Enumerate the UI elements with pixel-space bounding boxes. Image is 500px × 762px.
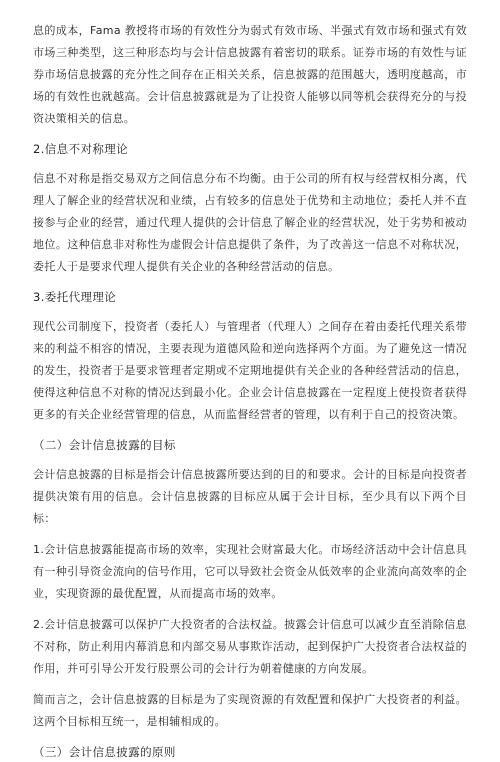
paragraph-goal-summary: 简而言之，会计信息披露的目标是为了实现资源的有效配置和保护广大投资者的利益。这两个目标相互统一，是相辅相成的。	[33, 693, 467, 728]
paragraph-goal-intro: 会计信息披露的目标是指会计信息披露所要达到的目的和要求。会计的目标是向投资者提供决策有用的信息。会计信息披露的目标应从属于会计目标，至少具有以下两个目标：	[33, 468, 467, 525]
heading-principal-agent: 3.委托代理理论	[33, 290, 117, 304]
heading-disclosure-goal: （二）会计信息披露的目标	[33, 438, 176, 452]
paragraph-market-efficiency: 息的成本，Fama 教授将市场的有效性分为弱式有效市场、半强式有效市场和强式有效市场三种类型，这三种形态均与会计信息披露有着密切的联系。证券市场的有效性与证券市场信息披露的充分性之间存在正相关关系，信息披露的范围越大，透明度越高，市场的有效性也就越高。会计信息披露就是为了让投资人能够以同等机会获得充分的与投资决策相关的信息。	[33, 24, 467, 125]
heading-disclosure-principle: （三）会计信息披露的原则	[33, 745, 176, 759]
heading-information-asymmetry: 2.信息不对称理论	[33, 142, 129, 156]
paragraph-goal-2: 2.会计信息披露可以保护广大投资者的合法权益。披露会计信息可以减少直至消除信息不对称，防止利用内幕消息和内部交易从事欺诈活动，起到保护广大投资者合法权益的作用，并可引导公开发行股票公司的会计行为朝着健康的方向发展。	[33, 618, 467, 675]
paragraph-principal-agent: 现代公司制度下，投资者（委托人）与管理者（代理人）之间存在着由委托代理关系带来的利益不相容的情况，主要表现为道德风险和逆向选择两个方面。为了避免这一情况的发生，投资者于是要求管理者定期或不定期地提供有关企业的各种经营活动的信息，使得这种信息不对称的情况达到最小化。企业会计信息披露在一定程度上使投资者获得更多的有关企业经营管理的信息，从而监督经营者的管理，以有利于自己的投资决策。	[33, 320, 467, 421]
paragraph-information-asymmetry: 信息不对称是指交易双方之间信息分布不均衡。由于公司的所有权与经营权相分离，代理人了解企业的经营状况和业绩，占有较多的信息处于优势和主动地位；委托人并不直接参与企业的经营，通过代理人提供的会计信息了解企业的经营状况，处于劣势和被动地位。这种信息非对称性为虚假会计信息提供了条件，为了改善这一信息不对称状况，委托人于是要求代理人提供有关企业的各种经营活动的信息。	[33, 172, 467, 273]
paragraph-goal-1: 1.会计信息披露能提高市场的效率，实现社会财富最大化。市场经济活动中会计信息具有一种引导资金流向的信号作用，它可以导致社会资金从低效率的企业流向高效率的企业，实现资源的最优配置，从而提高市场的效率。	[33, 543, 467, 600]
